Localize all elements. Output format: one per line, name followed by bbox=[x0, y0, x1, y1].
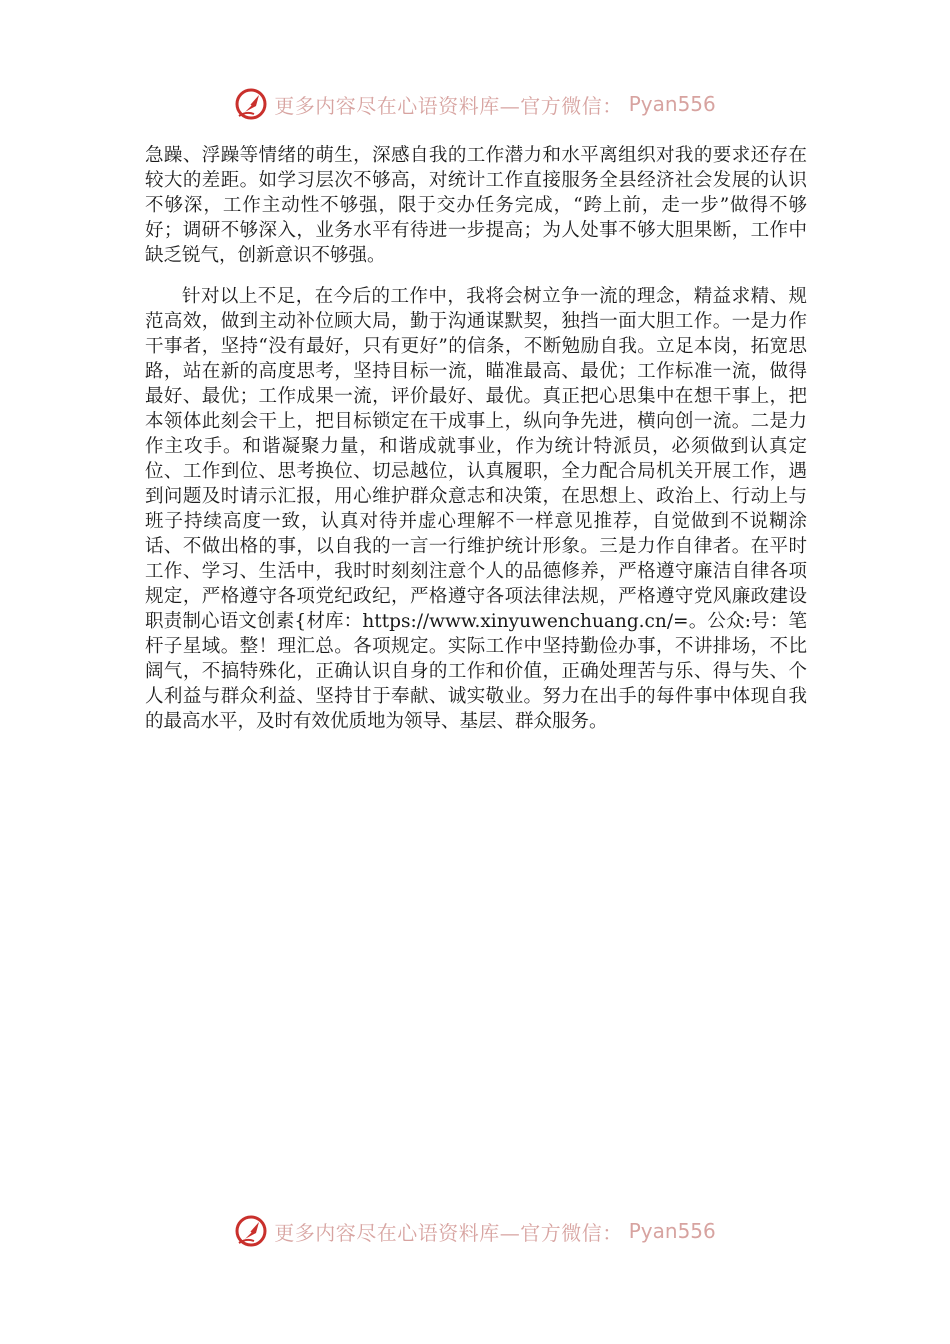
paragraph-2: 针对以上不足，在今后的工作中，我将会树立争一流的理念，精益求精、规范高效，做到主动补位顾大局，勤于沟通谋默契，独挡一面大胆工作。一是力作干事者，坚持“没有最好，只有更好”的信条，不断勉励自我。立足本岗，拓宽思路，站在新的高度思考，坚持目标一流，瞄准最高、最优；工作标准一流，做得最好、最优；工作成果一流，评价最好、最优。真正把心思集中在想干事上，把本领体此刻会干上，把目标锁定在干成事上，纵向争先进，横向创一流。二是力作主攻手。和谐凝聚力量，和谐成就事业，作为统计特派员，必须做到认真定位、工作到位、思考换位、切忌越位，认真履职，全力配合局机关开展工作，遇到问题及时请示汇报，用心维护群众意志和决策，在思想上、政治上、行动上与班子持续高度一致，认真对待并虚心理解不一样意见推荐，自觉做到不说糊涂话、不做出格的事，以自我的一言一行维护统计形象。三是力作自律者。在平时工作、学习、生活中，我时时刻刻注意个人的品德修养，严格遵守廉洁自律各项规定，严格遵守各项党纪政纪，严格遵守各项法律法规，严格遵守党风廉政建设职责制心语文创素{材库：https://www.xinyuwenchuang.cn/=。公众:号：笔杆子星域。整！理汇总。各项规定。实际工作中坚持勤俭办事，不讲排场，不比阔气，不搞特殊化，正确认识自身的工作和价值，正确处理苦与乐、得与失、个人利益与群众利益、坚持甘于奉献、诚实敬业。努力在出手的每件事中体现自我的最高水平，及时有效优质地为领导、基层、群众服务。 bbox=[145, 286, 807, 732]
document-body bbox=[145, 143, 807, 734]
quill-logo-icon bbox=[234, 1214, 268, 1248]
header-banner bbox=[0, 84, 950, 124]
banner-text: 更多内容尽在心语资料库—官方微信： bbox=[274, 1220, 623, 1245]
banner-wechat-id: Pyan556 bbox=[628, 92, 716, 116]
paragraph-1: 急躁、浮躁等情绪的萌生，深感自我的工作潜力和水平离组织对我的要求还存在较大的差距。如学习层次不够高，对统计工作直接服务全县经济社会发展的认识不够深，工作主动性不够强，限于交办任务完成，“跨上前，走一步”做得不够好；调研不够深入，业务水平有待进一步提高；为人处事不够大胆果断，工作中缺乏锐气，创新意识不够强。 bbox=[145, 145, 807, 266]
quill-logo-icon bbox=[234, 87, 268, 121]
banner-wechat-id: Pyan556 bbox=[628, 1219, 716, 1243]
banner-text: 更多内容尽在心语资料库—官方微信： bbox=[274, 93, 623, 118]
footer-banner bbox=[0, 1211, 950, 1251]
